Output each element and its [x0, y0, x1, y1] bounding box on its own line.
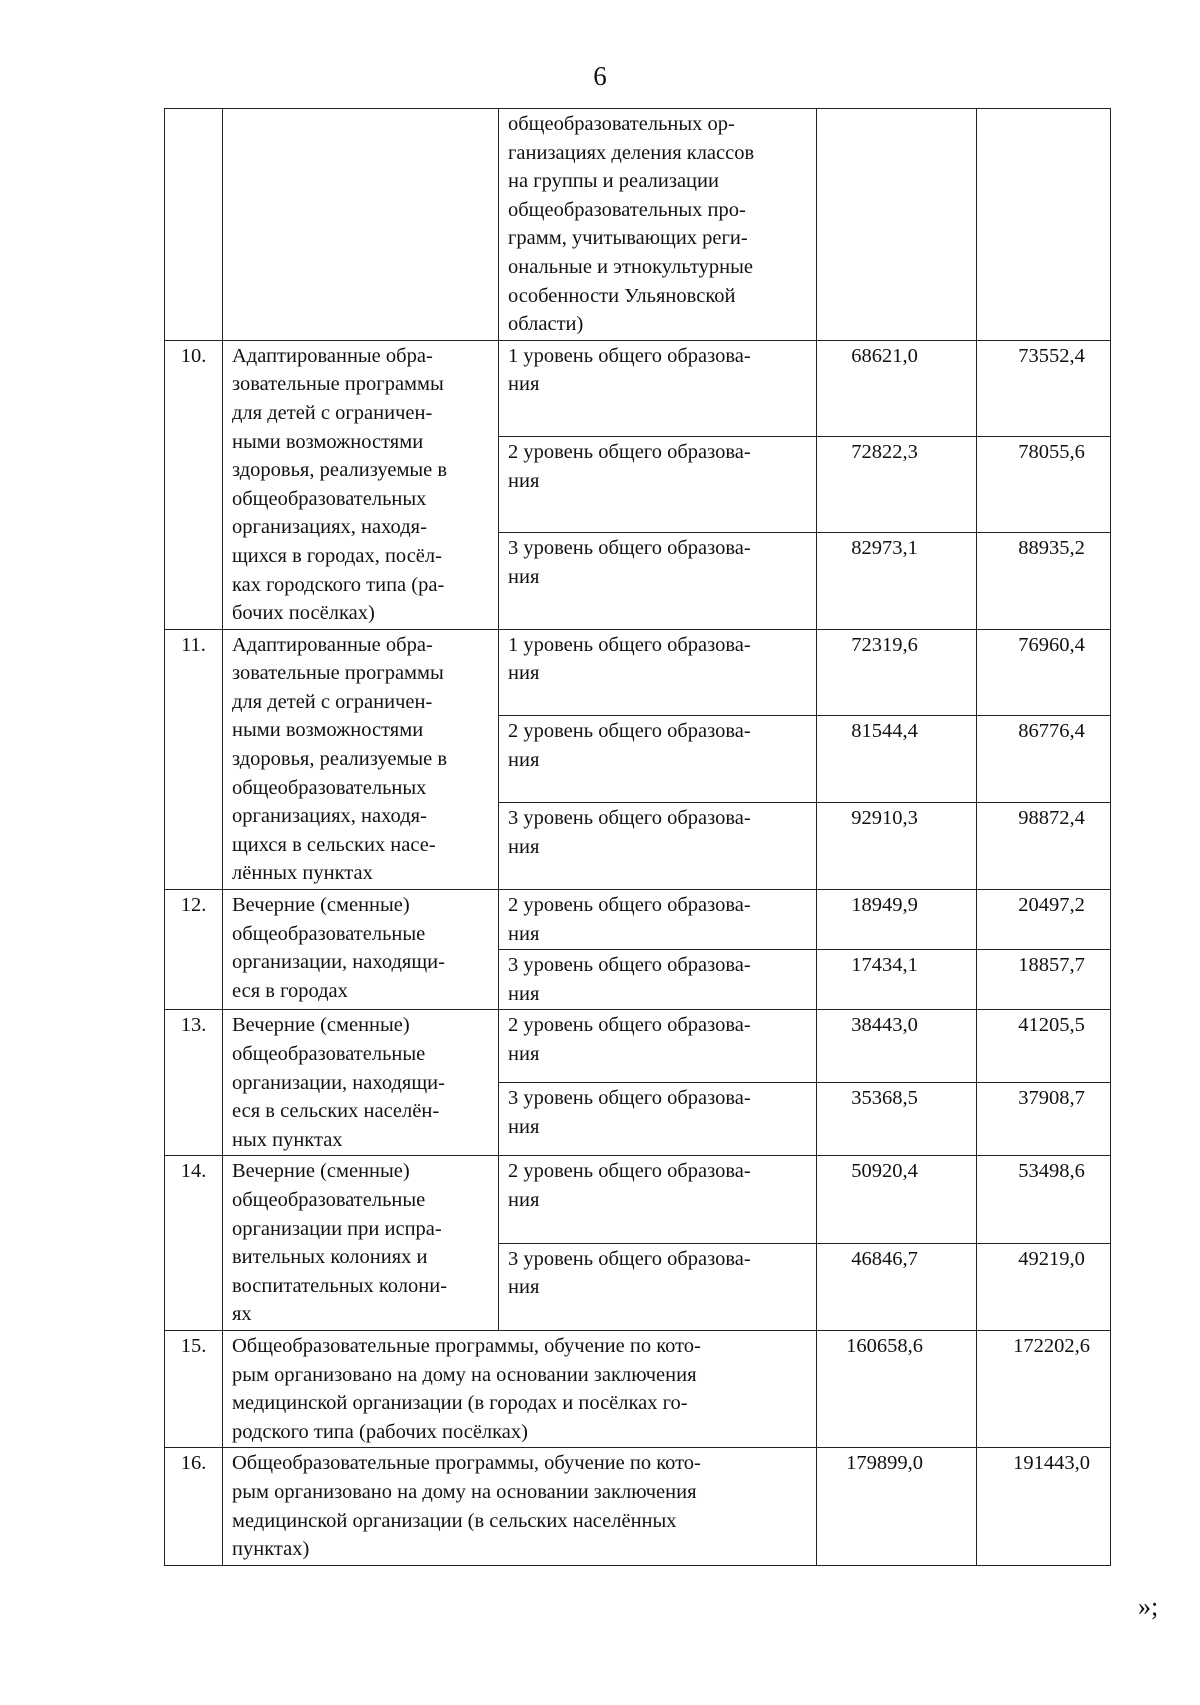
norm-value-2: 98872,4 — [977, 803, 1111, 890]
organization-type: Вечерние (сменные) общеобразовательные организации, находящи- еся в городах — [223, 890, 499, 1010]
education-level: 2 уровень общего образова- ния — [499, 437, 817, 533]
education-level: 1 уровень общего образова- ния — [499, 340, 817, 436]
norm-value-2: 49219,0 — [977, 1243, 1111, 1330]
education-level: 3 уровень общего образова- ния — [499, 950, 817, 1010]
continuation-value-2 — [977, 109, 1111, 341]
education-level: 3 уровень общего образова- ния — [499, 533, 817, 629]
program-description: Общеобразовательные программы, обучение по кото- рым организовано на дому на основании заключения медицинской организации (в сельских населённых пунктах) — [223, 1448, 817, 1565]
norm-value-2: 37908,7 — [977, 1083, 1111, 1156]
norm-value-1: 81544,4 — [817, 716, 977, 803]
education-level: 3 уровень общего образова- ния — [499, 1083, 817, 1156]
organization-type: Адаптированные обра- зовательные программы для детей с ограничен- ными возможностями здоровья, реализуемые в общеобразовательных организациях, находя- щихся в сельских насе- лённых пунктах — [223, 629, 499, 889]
table-body — [165, 109, 1111, 1566]
program-description: Общеобразовательные программы, обучение по кото- рым организовано на дому на основании заключения медицинской организации (в городах и посёлках го- родского типа (рабочих посёлках) — [223, 1330, 817, 1447]
row-number: 13. — [165, 1010, 223, 1156]
cost-norms-table — [164, 108, 1111, 1566]
norm-value-1: 179899,0 — [817, 1448, 977, 1565]
row-number: 14. — [165, 1156, 223, 1331]
table-row — [165, 1156, 1111, 1243]
row-number: 16. — [165, 1448, 223, 1565]
education-level: 1 уровень общего образова- ния — [499, 629, 817, 716]
row-number: 12. — [165, 890, 223, 1010]
page-number: 6 — [593, 61, 607, 91]
norm-value-1: 82973,1 — [817, 533, 977, 629]
education-level: 2 уровень общего образова- ния — [499, 716, 817, 803]
table-row — [165, 340, 1111, 436]
norm-value-1: 160658,6 — [817, 1330, 977, 1447]
education-level: 3 уровень общего образова- ния — [499, 1243, 817, 1330]
norm-value-2: 172202,6 — [977, 1330, 1111, 1447]
table-row — [165, 1448, 1111, 1565]
organization-type: Вечерние (сменные) общеобразовательные организации, находящи- еся в сельских населён- ных пунктах — [223, 1010, 499, 1156]
norm-value-2: 18857,7 — [977, 950, 1111, 1010]
norm-value-2: 86776,4 — [977, 716, 1111, 803]
education-level: 2 уровень общего образова- ния — [499, 1156, 817, 1243]
norm-value-2: 76960,4 — [977, 629, 1111, 716]
norm-value-1: 38443,0 — [817, 1010, 977, 1083]
norm-value-1: 72822,3 — [817, 437, 977, 533]
norm-value-1: 18949,9 — [817, 890, 977, 950]
continuation-type-cell — [223, 109, 499, 341]
row-number: 15. — [165, 1330, 223, 1447]
education-level: 2 уровень общего образова- ния — [499, 890, 817, 950]
norm-value-1: 92910,3 — [817, 803, 977, 890]
organization-type: Адаптированные обра- зовательные программы для детей с ограничен- ными возможностями здоровья, реализуемые в общеобразовательных организациях, находя- щихся в городах, посёл- ках городского типа (ра- бочих посёлках) — [223, 340, 499, 629]
norm-value-1: 46846,7 — [817, 1243, 977, 1330]
norm-value-2: 20497,2 — [977, 890, 1111, 950]
norm-value-1: 50920,4 — [817, 1156, 977, 1243]
table-row — [165, 1330, 1111, 1447]
continuation-num-cell — [165, 109, 223, 341]
table-row — [165, 629, 1111, 716]
continuation-text: общеобразовательных ор- ганизациях деления классов на группы и реализации общеобразовательных про- грамм, учитывающих реги- ональные и этнокультурные особенности Ульяновской области) — [499, 109, 817, 341]
norm-value-2: 191443,0 — [977, 1448, 1111, 1565]
row-number: 11. — [165, 629, 223, 889]
continuation-value-1 — [817, 109, 977, 341]
table-row — [165, 1010, 1111, 1083]
closing-quote-mark: »; — [1138, 1592, 1159, 1621]
norm-value-2: 53498,6 — [977, 1156, 1111, 1243]
norm-value-1: 17434,1 — [817, 950, 977, 1010]
continuation-row — [165, 109, 1111, 341]
education-level: 2 уровень общего образова- ния — [499, 1010, 817, 1083]
norm-value-2: 73552,4 — [977, 340, 1111, 436]
norm-value-1: 35368,5 — [817, 1083, 977, 1156]
education-level: 3 уровень общего образова- ния — [499, 803, 817, 890]
norm-value-2: 78055,6 — [977, 437, 1111, 533]
organization-type: Вечерние (сменные) общеобразовательные организации при испра- вительных колониях и воспитательных колони- ях — [223, 1156, 499, 1331]
norm-value-1: 72319,6 — [817, 629, 977, 716]
norm-value-2: 41205,5 — [977, 1010, 1111, 1083]
table-row — [165, 890, 1111, 950]
norm-value-1: 68621,0 — [817, 340, 977, 436]
norm-value-2: 88935,2 — [977, 533, 1111, 629]
row-number: 10. — [165, 340, 223, 629]
